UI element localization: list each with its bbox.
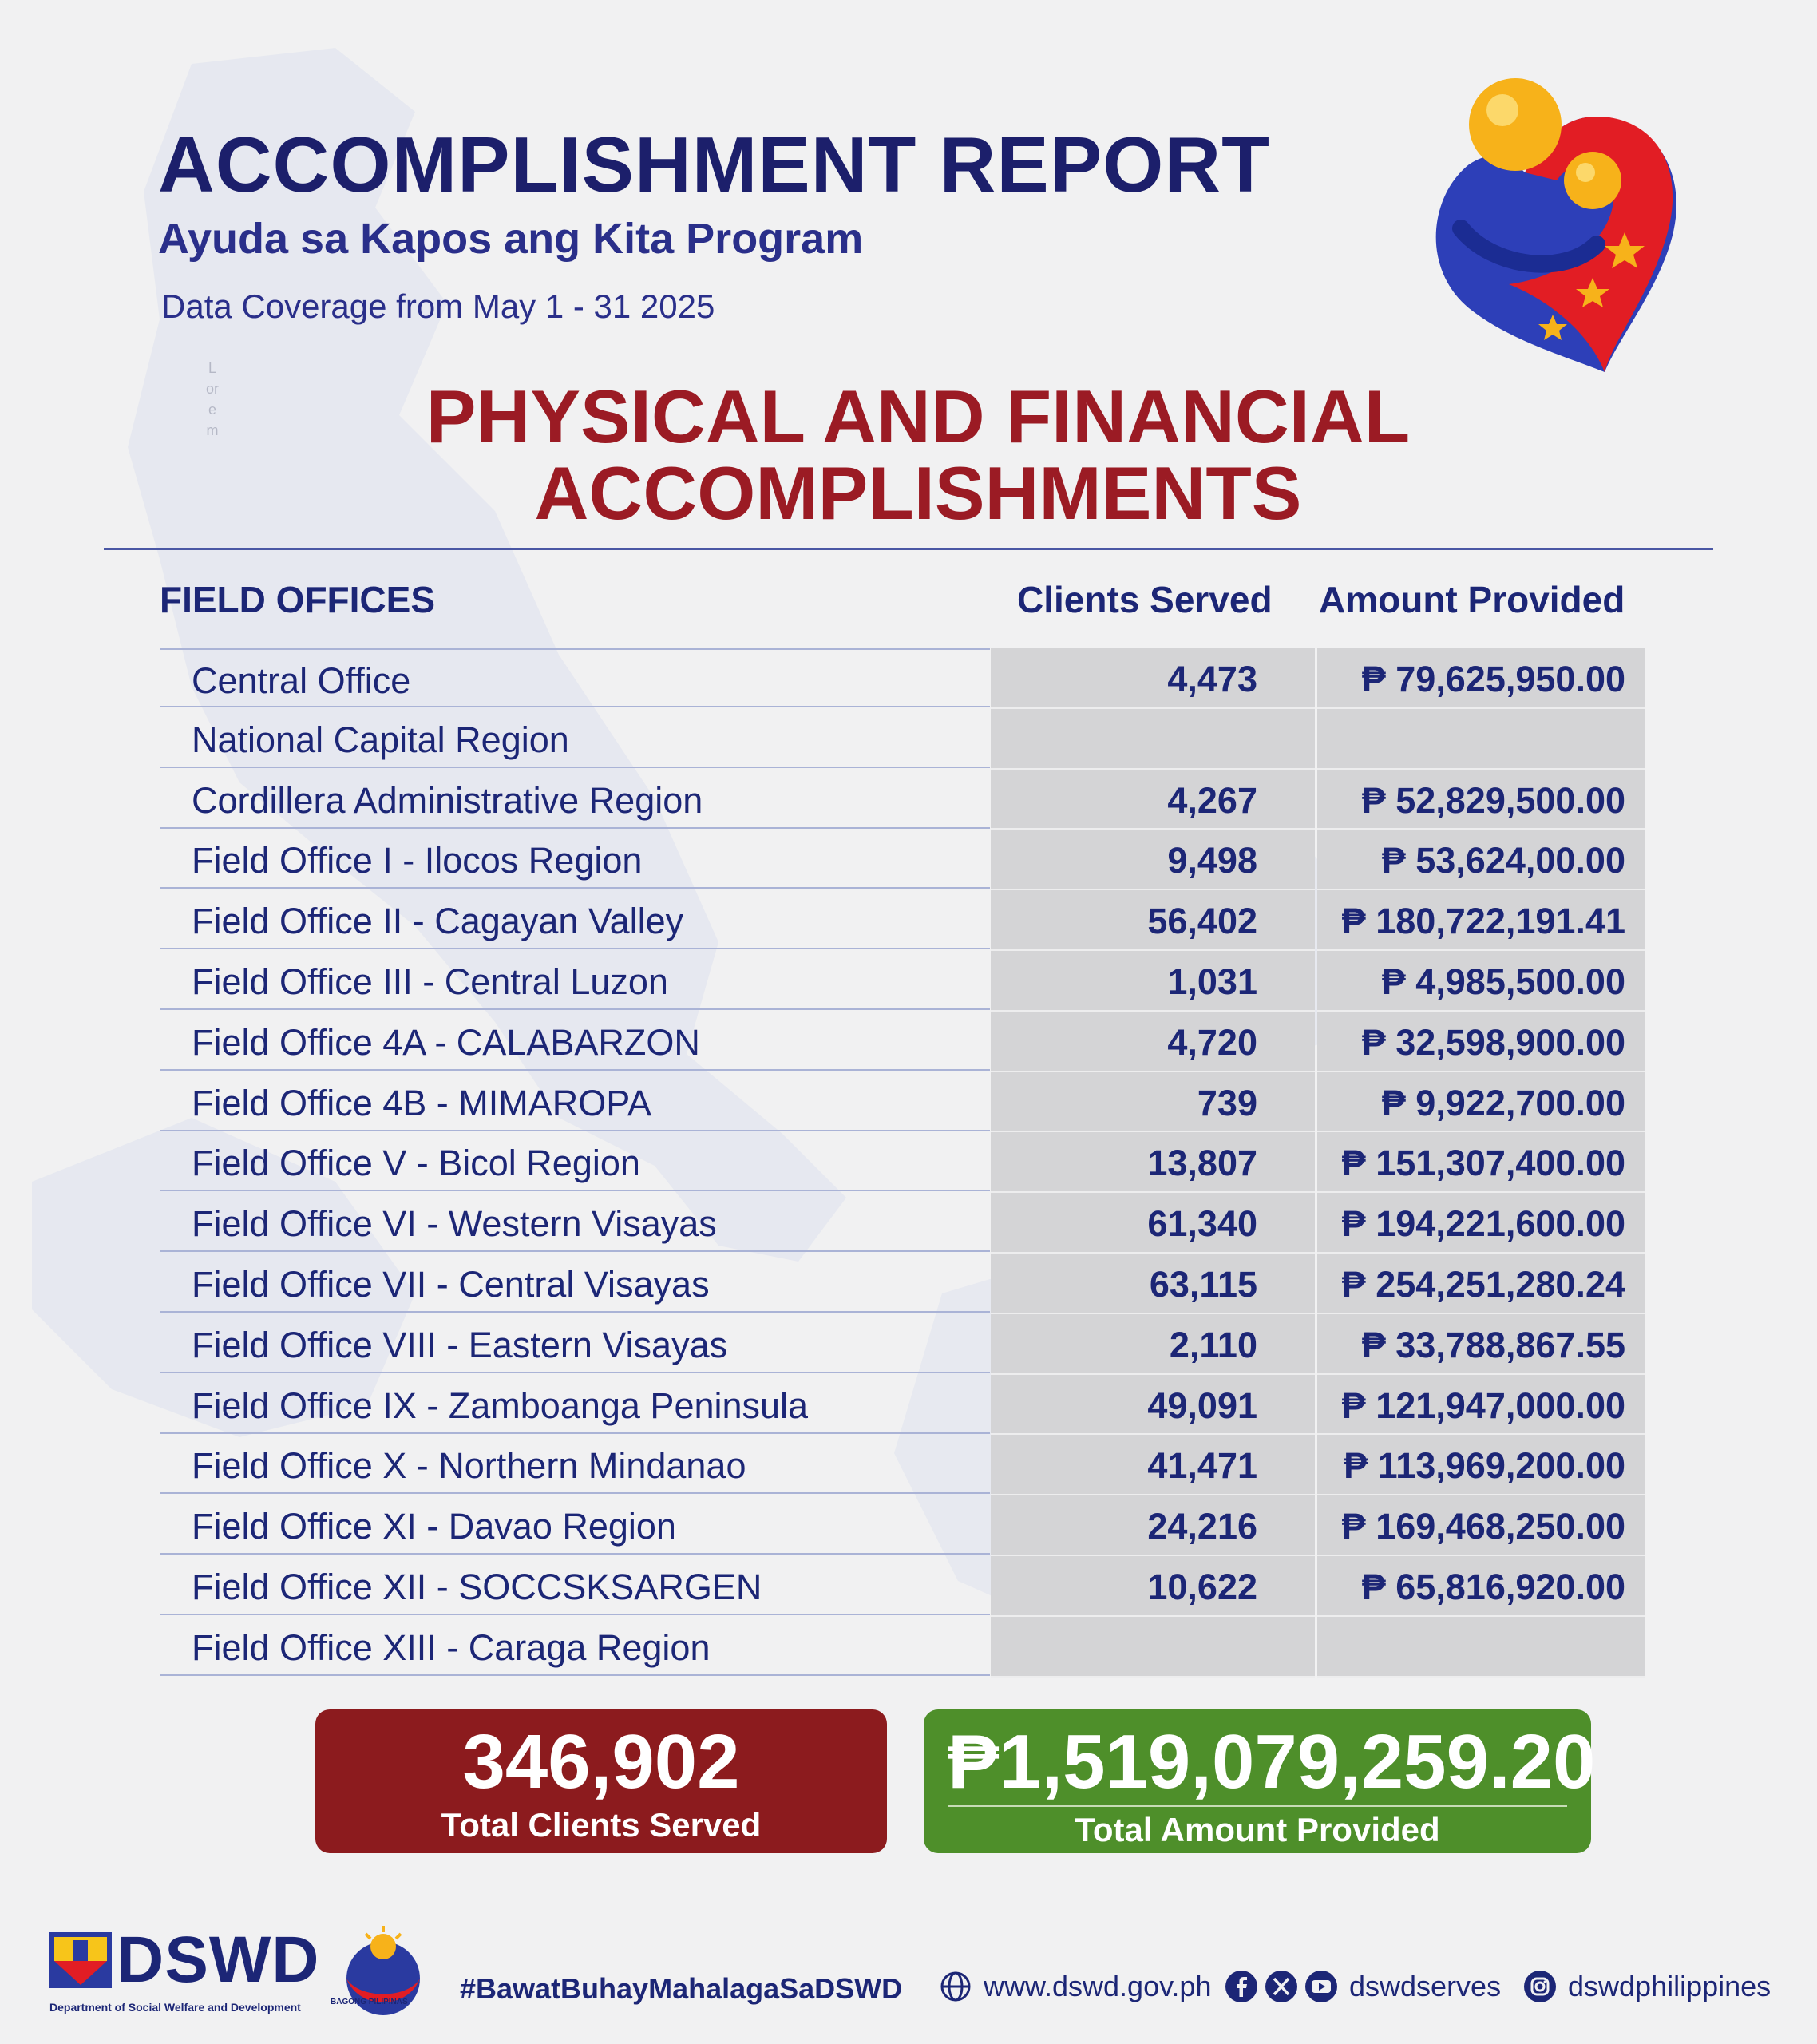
clients-served-cell: 739 [991,1072,1315,1133]
table-row [160,1556,1645,1617]
program-subtitle: Ayuda sa Kapos ang Kita Program [158,215,864,263]
instagram-link[interactable] [1523,1967,1771,2006]
clients-served-cell: 56,402 [991,890,1315,951]
clients-served-cell: 2,110 [991,1314,1315,1375]
total-amount-card [924,1709,1596,1853]
field-office-name: Field Office V - Bicol Region [160,1132,990,1191]
placeholder-text [206,358,219,441]
field-office-name: Field Office I - Ilocos Region [160,830,990,889]
bagong-pilipinas-label: BAGONG PILIPINAS [331,1998,408,2006]
dswd-logo [49,1923,320,2020]
amount-provided-cell: ₱ 53,624,00.00 [1317,830,1645,890]
website-url: www.dswd.gov.ph [984,1970,1212,2002]
amount-provided-cell: ₱ 151,307,400.00 [1317,1132,1645,1193]
facebook-icon[interactable] [1225,1970,1258,2003]
campaign-hashtag: #BawatBuhayMahalagaSaDSWD [460,1972,903,2005]
total-clients-label: Total Clients Served [441,1806,762,1844]
total-clients-card [315,1709,887,1853]
amount-provided-cell: ₱ 169,468,250.00 [1317,1495,1645,1556]
field-office-name: Field Office II - Cagayan Valley [160,890,990,949]
field-office-name: National Capital Region [160,709,990,768]
instagram-handle: dswdphilippines [1568,1970,1771,2002]
table-row [160,1495,1645,1556]
footer [0,1900,1817,2044]
field-office-name: Field Office VII - Central Visayas [160,1254,990,1313]
table-row [160,1132,1645,1193]
placeholder-char: L [208,360,217,376]
field-office-name: Field Office XI - Davao Region [160,1495,990,1555]
amount-provided-cell [1317,1617,1645,1678]
website-link[interactable] [939,1967,1211,2006]
amount-provided-cell: ₱ 194,221,600.00 [1317,1193,1645,1254]
amount-provided-cell: ₱ 180,722,191.41 [1317,890,1645,951]
clients-served-cell: 24,216 [991,1495,1315,1556]
field-office-name: Cordillera Administrative Region [160,770,990,829]
amount-provided-cell: ₱ 52,829,500.00 [1317,770,1645,830]
table-row [160,1435,1645,1495]
field-office-name: Central Office [160,648,990,707]
amount-provided-cell: ₱ 254,251,280.24 [1317,1254,1645,1314]
section-title-line1: PHYSICAL AND FINANCIAL [426,374,1411,458]
clients-served-cell [991,1617,1315,1678]
table-row [160,1375,1645,1436]
field-office-name: Field Office IX - Zamboanga Peninsula [160,1375,990,1434]
dswd-emblem-icon [49,1932,112,1988]
amount-provided-cell: ₱ 65,816,920.00 [1317,1556,1645,1617]
total-amount-value: ₱1,519,079,259.20 [948,1722,1567,1807]
table-row [160,830,1645,890]
field-office-name: Field Office XII - SOCCSKSARGEN [160,1556,990,1615]
section-title-line2: ACCOMPLISHMENTS [534,451,1302,535]
placeholder-char: or [206,381,220,397]
total-clients-value: 346,902 [462,1719,740,1804]
amount-provided-cell: ₱ 79,625,950.00 [1317,648,1645,709]
clients-served-cell: 41,471 [991,1435,1315,1495]
clients-served-cell: 4,720 [991,1012,1315,1072]
accomplishments-table [160,648,1645,1678]
field-office-name: Field Office X - Northern Mindanao [160,1435,990,1494]
social-handle: dswdserves [1349,1970,1502,2002]
clients-served-cell: 63,115 [991,1254,1315,1314]
amount-provided-cell: ₱ 33,788,867.55 [1317,1314,1645,1375]
clients-served-cell: 4,473 [991,648,1315,709]
placeholder-char: m [206,422,219,438]
amount-provided-cell: ₱ 4,985,500.00 [1317,951,1645,1012]
amount-provided-cell: ₱ 121,947,000.00 [1317,1375,1645,1436]
heart-logo-icon [1413,69,1684,388]
table-row [160,770,1645,830]
table-row [160,1617,1645,1678]
section-title [303,374,1533,535]
report-title: ACCOMPLISHMENT REPORT [158,121,1270,208]
field-office-name: Field Office 4A - CALABARZON [160,1012,990,1071]
social-links[interactable] [1225,1967,1501,2006]
clients-served-cell: 49,091 [991,1375,1315,1436]
clients-served-cell: 1,031 [991,951,1315,1012]
table-row [160,1072,1645,1133]
field-office-name: Field Office VIII - Eastern Visayas [160,1314,990,1373]
amount-provided-cell [1317,709,1645,770]
dswd-full-name: Department of Social Welfare and Development [49,2001,301,2014]
amount-provided-cell: ₱ 32,598,900.00 [1317,1012,1645,1072]
data-coverage: Data Coverage from May 1 - 31 2025 [161,287,715,325]
instagram-icon [1523,1970,1557,2003]
table-row [160,1254,1645,1314]
clients-served-cell: 9,498 [991,830,1315,890]
table-row [160,951,1645,1012]
column-header-amount-provided: Amount Provided [1319,579,1625,620]
table-row [160,1193,1645,1254]
column-header-clients-served: Clients Served [1017,579,1273,620]
amount-provided-cell: ₱ 9,922,700.00 [1317,1072,1645,1133]
table-row [160,890,1645,951]
column-header-field-offices: FIELD OFFICES [160,579,435,620]
field-office-name: Field Office III - Central Luzon [160,951,990,1010]
total-amount-label: Total Amount Provided [1075,1811,1440,1848]
table-row [160,709,1645,770]
clients-served-cell: 10,622 [991,1556,1315,1617]
bagong-pilipinas-logo-icon [335,1923,431,2026]
globe-icon [939,1970,972,2003]
clients-served-cell: 4,267 [991,770,1315,830]
placeholder-char: e [208,402,217,418]
amount-provided-cell: ₱ 113,969,200.00 [1317,1435,1645,1495]
header-divider [104,548,1713,550]
field-office-name: Field Office XIII - Caraga Region [160,1617,990,1676]
clients-served-cell [991,709,1315,770]
dswd-wordmark: DSWD [117,1923,320,1996]
clients-served-cell: 13,807 [991,1132,1315,1193]
youtube-icon[interactable] [1304,1970,1338,2003]
clients-served-cell: 61,340 [991,1193,1315,1254]
table-row [160,1314,1645,1375]
table-row [160,1012,1645,1072]
field-office-name: Field Office 4B - MIMAROPA [160,1072,990,1131]
x-twitter-icon[interactable] [1265,1970,1298,2003]
field-office-name: Field Office VI - Western Visayas [160,1193,990,1252]
table-row [160,648,1645,709]
